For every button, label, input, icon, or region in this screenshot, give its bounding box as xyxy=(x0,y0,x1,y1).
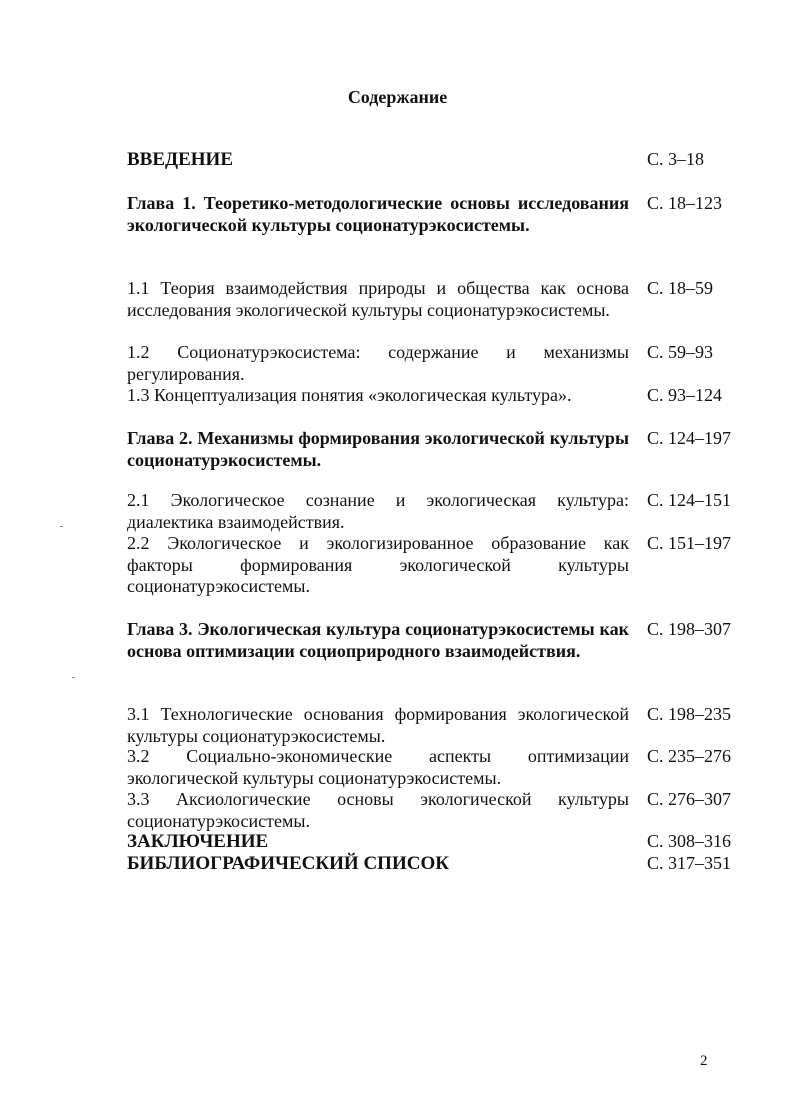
toc-entry-pages: С. 18–59 xyxy=(647,278,714,298)
toc-entry-pages: С. 124–197 xyxy=(647,428,732,448)
toc-entry-text: 3.1 Технологические основания формирования экологической культуры соционатурэкосистемы. xyxy=(127,704,629,746)
toc-entry-text: 1.2 Соционатурэкосистема: содержание и механизмы регулирования. xyxy=(127,342,629,384)
page-title: Содержание xyxy=(347,87,448,107)
toc-entry-text: Глава 2. Механизмы формирования экологической культуры соционатурэкосистемы. xyxy=(127,428,629,470)
toc-entry-text: БИБЛИОГРАФИЧЕСКИЙ СПИСОК xyxy=(127,853,450,874)
toc-entry-text: 1.1 Теория взаимодействия природы и общества как основа исследования экологической культуры соционатурэкосистемы. xyxy=(127,278,629,320)
toc-entry-pages: С. 124–151 xyxy=(647,490,732,510)
toc-entry-pages: С. 151–197 xyxy=(647,533,732,553)
toc-entry-text: ВВЕДЕНИЕ xyxy=(127,149,233,170)
scan-speck xyxy=(60,526,63,527)
toc-entry-pages: С. 198–235 xyxy=(647,704,732,724)
toc-entry-text: Глава 3. Экологическая культура соционатурэкосистемы как основа оптимизации социоприродного взаимодействия. xyxy=(127,619,629,661)
toc-entry-pages: С. 317–351 xyxy=(647,853,732,873)
toc-entry-text: ЗАКЛЮЧЕНИЕ xyxy=(127,831,269,852)
toc-entry-pages: С. 59–93 xyxy=(647,342,714,362)
toc-entry-text: 3.2 Социально-экономические аспекты оптимизации экологической культуры соционатурэкосистемы. xyxy=(127,746,629,788)
toc-entry-pages: С. 198–307 xyxy=(647,619,732,639)
toc-entry-text: 3.3 Аксиологические основы экологической культуры соционатурэкосистемы. xyxy=(127,789,629,831)
toc-entry-text: Глава 1. Теоретико-методологические основы исследования экологической культуры соционатурэкосистемы. xyxy=(127,193,629,235)
toc-entry-text: 2.1 Экологическое сознание и экологическая культура: диалектика взаимодействия. xyxy=(127,490,629,532)
toc-entry-text: 1.3 Концептуализация понятия «экологическая культура». xyxy=(127,385,572,405)
scan-speck xyxy=(72,677,75,678)
toc-entry-pages: С. 3–18 xyxy=(647,149,705,169)
toc-entry-pages: С. 276–307 xyxy=(647,789,732,809)
toc-entry-pages: С. 308–316 xyxy=(647,831,732,851)
page-number: 2 xyxy=(700,1053,708,1069)
toc-entry-text: 2.2 Экологическое и экологизированное образование как факторы формирования экологической культуры соционатурэкосистемы. xyxy=(127,533,629,596)
toc-entry-pages: С. 235–276 xyxy=(647,746,732,766)
toc-entry-pages: С. 93–124 xyxy=(647,385,723,405)
toc-entry-pages: С. 18–123 xyxy=(647,193,723,213)
